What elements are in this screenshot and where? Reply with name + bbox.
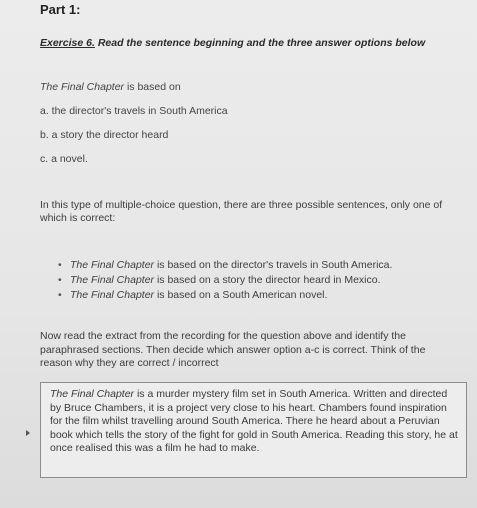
question-stem-rest: is based on <box>124 81 181 93</box>
bullet-text: is based on the director's travels in South America. <box>154 259 393 271</box>
bullet-icon: • <box>58 289 62 301</box>
bullet-item <box>58 258 392 273</box>
question-stem <box>40 81 181 93</box>
bullet-item <box>58 273 392 288</box>
bullet-icon: • <box>58 259 62 271</box>
exercise-label: Exercise 6. <box>40 37 95 49</box>
bullet-list <box>58 258 392 303</box>
extract-text: is a murder mystery film set in South America. Written and directed by Bruce Chambers, it is a project very close to his heart. Chambers found inspiration for the film whilst travelling around South America. There he heard about a Peruvian book which tells the story of the fight for gold in South America. Reading this story, he at once realised this was a film he had to make. <box>50 388 458 455</box>
instruction-text: Now read the extract from the recording for the question above and identify the paraphrased sections. Then decide which answer option a-c is correct. Think of the reason why they are correct / incorrect <box>40 330 426 369</box>
exercise-heading <box>40 37 425 49</box>
bullet-title: The Final Chapter <box>70 274 155 286</box>
bullet-title: The Final Chapter <box>70 259 155 271</box>
bullet-text: is based on a South American novel. <box>154 289 328 301</box>
extract-box <box>40 382 467 478</box>
bullet-item <box>58 288 392 303</box>
question-stem-title: The Final Chapter <box>40 81 125 93</box>
bullet-text: is based on a story the director heard in Mexico. <box>154 274 381 286</box>
extract-title: The Final Chapter <box>50 388 135 400</box>
exercise-instruction: Read the sentence beginning and the three answer options below <box>97 37 426 49</box>
answer-option-a: a. the director's travels in South America <box>40 105 228 117</box>
part-title: Part 1: <box>40 2 81 17</box>
answer-option-b: b. a story the director heard <box>40 129 169 141</box>
bullet-title: The Final Chapter <box>70 289 155 301</box>
bullet-icon: • <box>58 274 62 286</box>
triangle-right-icon <box>26 430 30 436</box>
answer-option-c: c. a novel. <box>40 153 88 165</box>
explanation-text: In this type of multiple-choice question, there are three possible sentences, only one of which is correct: <box>40 199 443 224</box>
